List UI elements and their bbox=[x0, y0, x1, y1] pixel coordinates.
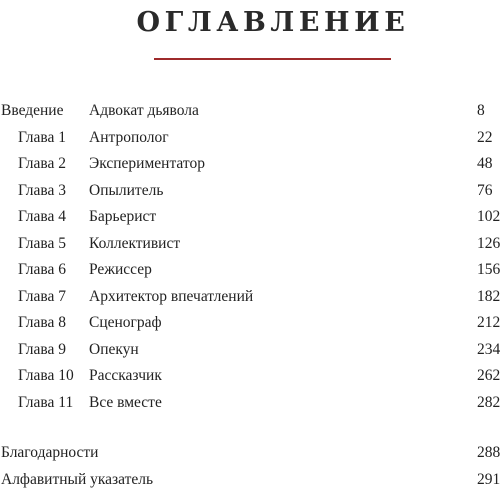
toc-list bbox=[0, 98, 500, 416]
toc-entry-label: Глава 5 bbox=[18, 234, 67, 252]
toc-entry-label: Глава 9 bbox=[18, 340, 67, 358]
toc-back-matter bbox=[0, 440, 500, 493]
toc-entry-chapter-7[interactable] bbox=[0, 284, 500, 311]
toc-entry-label: Глава 4 bbox=[18, 208, 67, 225]
toc-entry-chapter-3[interactable] bbox=[0, 178, 500, 205]
toc-entry-page: 156 bbox=[477, 261, 500, 278]
toc-entry-page: 102 bbox=[477, 208, 500, 225]
toc-entry-title: Антрополог bbox=[89, 128, 169, 146]
toc-entry-chapter-11[interactable] bbox=[0, 390, 500, 417]
toc-entry-page: 48 bbox=[477, 155, 493, 172]
toc-entry-chapter-9[interactable] bbox=[0, 337, 500, 364]
page-title: ОГЛАВЛЕНИЕ bbox=[136, 7, 410, 38]
toc-entry-title: Коллективист bbox=[89, 234, 181, 252]
toc-entry-title: Адвокат дьявола bbox=[89, 102, 199, 119]
toc-entry-chapter-1[interactable] bbox=[0, 125, 500, 152]
toc-entry-label: Введение bbox=[1, 102, 64, 119]
toc-entry-index[interactable] bbox=[0, 467, 500, 494]
toc-entry-page: 291 bbox=[477, 470, 500, 488]
toc-entry-introduction[interactable] bbox=[0, 98, 500, 125]
toc-entry-page: 262 bbox=[477, 367, 500, 384]
toc-entry-title: Экспериментатор bbox=[89, 155, 205, 172]
toc-entry-page: 126 bbox=[477, 234, 500, 252]
toc-entry-page: 212 bbox=[477, 314, 500, 331]
toc-entry-page: 182 bbox=[477, 287, 500, 305]
toc-entry-label: Глава 6 bbox=[18, 261, 67, 278]
toc-entry-label: Глава 8 bbox=[18, 314, 67, 331]
toc-entry-title: Барьерист bbox=[89, 208, 157, 225]
toc-entry-label: Глава 3 bbox=[18, 181, 67, 199]
toc-entry-label: Глава 1 bbox=[18, 128, 67, 146]
toc-entry-title: Опылитель bbox=[89, 181, 164, 199]
toc-entry-page: 282 bbox=[477, 393, 500, 411]
toc-entry-label: Глава 10 bbox=[18, 367, 74, 384]
toc-entry-chapter-4[interactable] bbox=[0, 204, 500, 231]
toc-entry-chapter-2[interactable] bbox=[0, 151, 500, 178]
toc-entry-chapter-5[interactable] bbox=[0, 231, 500, 258]
toc-entry-chapter-10[interactable] bbox=[0, 363, 500, 390]
toc-entry-page: 234 bbox=[477, 340, 500, 358]
toc-entry-chapter-6[interactable] bbox=[0, 257, 500, 284]
toc-entry-label: Глава 11 bbox=[18, 393, 74, 411]
toc-entry-acknowledgements[interactable] bbox=[0, 440, 500, 467]
toc-entry-title: Сценограф bbox=[89, 314, 162, 331]
toc-entry-page: 22 bbox=[477, 128, 493, 146]
toc-entry-label: Алфавитный указатель bbox=[1, 470, 154, 488]
toc-entry-label: Глава 2 bbox=[18, 155, 67, 172]
toc-entry-label: Благодарности bbox=[1, 444, 99, 461]
toc-entry-page: 288 bbox=[477, 444, 500, 461]
toc-entry-title: Опекун bbox=[89, 340, 139, 358]
title-underline bbox=[154, 58, 391, 60]
toc-entry-title: Режиссер bbox=[89, 261, 152, 278]
toc-entry-chapter-8[interactable] bbox=[0, 310, 500, 337]
toc-entry-label: Глава 7 bbox=[18, 287, 67, 305]
toc-entry-title: Архитектор впечатлений bbox=[89, 287, 254, 305]
toc-entry-page: 8 bbox=[477, 102, 485, 119]
toc-entry-page: 76 bbox=[477, 181, 493, 199]
toc-entry-title: Все вместе bbox=[89, 393, 162, 411]
toc-entry-title: Рассказчик bbox=[89, 367, 162, 384]
